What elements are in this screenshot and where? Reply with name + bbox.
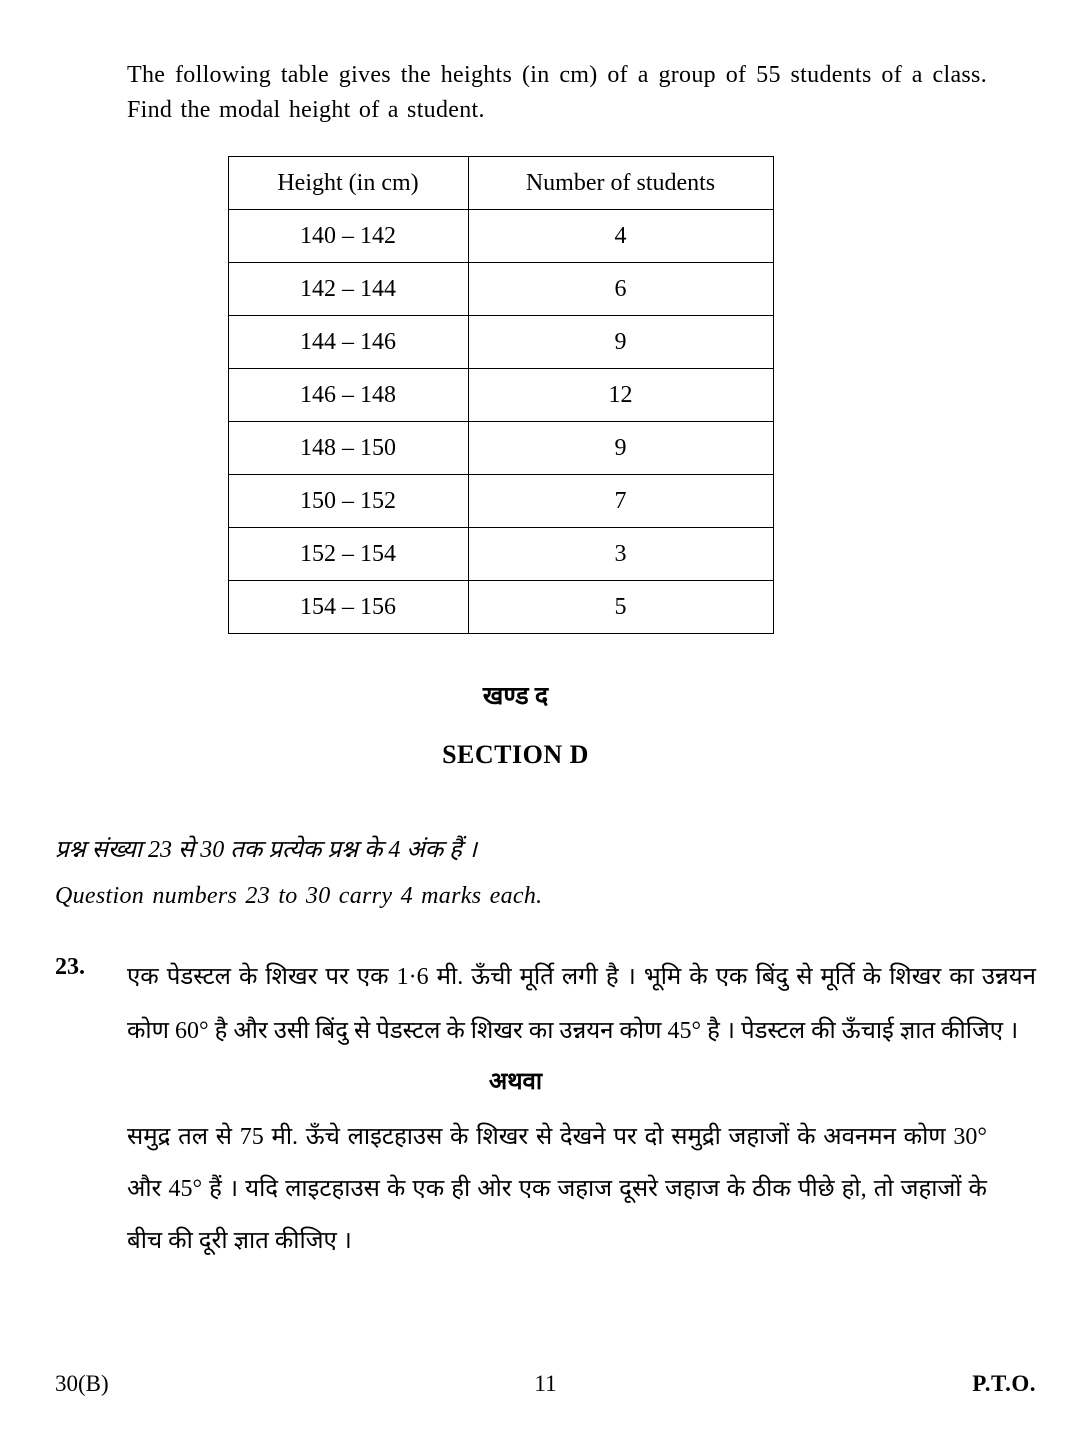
or-label: अथवा <box>488 1069 543 1095</box>
table-row <box>228 316 773 369</box>
height-range-cell: 148 – 150 <box>228 422 468 475</box>
page-number: 11 <box>534 1371 557 1396</box>
instruction-hindi: प्रश्न संख्या 23 से 30 तक प्रत्येक प्रश्न के 4 अंक हैं । <box>55 837 477 863</box>
table-row <box>228 528 773 581</box>
section-title-english: SECTION D <box>442 740 589 769</box>
student-count-cell: 12 <box>468 369 773 422</box>
question-23 <box>55 950 1036 1058</box>
height-range-cell: 144 – 146 <box>228 316 468 369</box>
table-row <box>228 210 773 263</box>
height-range-cell: 152 – 154 <box>228 528 468 581</box>
student-count-cell: 3 <box>468 528 773 581</box>
table-row <box>228 369 773 422</box>
table-row <box>228 475 773 528</box>
table-row <box>228 263 773 316</box>
question-alternative-text-hindi: समुद्र तल से 75 मी. ऊँचे लाइटहाउस के शिखर से देखने पर दो समुद्री जहाजों के अवनमन कोण 30° और 45° हैं । यदि लाइटहाउस के एक ही ओर एक जहाज दूसरे जहाज के ठीक पीछे हो, तो जहाजों के बीच की दूरी ज्ञात कीजिए । <box>127 1124 987 1254</box>
student-count-cell: 5 <box>468 581 773 634</box>
height-range-cell: 154 – 156 <box>228 581 468 634</box>
student-count-cell: 9 <box>468 422 773 475</box>
column-header-students: Number of students <box>468 157 773 210</box>
height-range-cell: 150 – 152 <box>228 475 468 528</box>
table-row <box>228 581 773 634</box>
table-container <box>55 156 1036 634</box>
height-range-cell: 140 – 142 <box>228 210 468 263</box>
column-header-height: Height (in cm) <box>228 157 468 210</box>
instruction-english: Question numbers 23 to 30 carry 4 marks each. <box>55 883 543 909</box>
table-header-row <box>228 157 773 210</box>
heights-frequency-table <box>228 156 774 634</box>
table-row <box>228 422 773 475</box>
question-number: 23. <box>55 954 85 980</box>
student-count-cell: 4 <box>468 210 773 263</box>
paper-code: 30(B) <box>55 1371 109 1396</box>
student-count-cell: 7 <box>468 475 773 528</box>
pto-label: P.T.O. <box>972 1371 1036 1396</box>
question-text-hindi: एक पेडस्टल के शिखर पर एक 1·6 मी. ऊँची मूर्ति लगी है । भूमि के एक बिंदु से मूर्ति के शिखर का उन्नयन कोण 60° है और उसी बिंदु से पेडस्टल के शिखर का उन्नयन कोण 45° है । पेडस्टल की ऊँचाई ज्ञात कीजिए । <box>127 964 1036 1044</box>
height-range-cell: 142 – 144 <box>228 263 468 316</box>
section-title-hindi: खण्ड द <box>482 683 549 710</box>
intro-paragraph: The following table gives the heights (in cm) of a group of 55 students of a class. Find the modal height of a student. <box>127 62 987 123</box>
student-count-cell: 9 <box>468 316 773 369</box>
height-range-cell: 146 – 148 <box>228 369 468 422</box>
student-count-cell: 6 <box>468 263 773 316</box>
